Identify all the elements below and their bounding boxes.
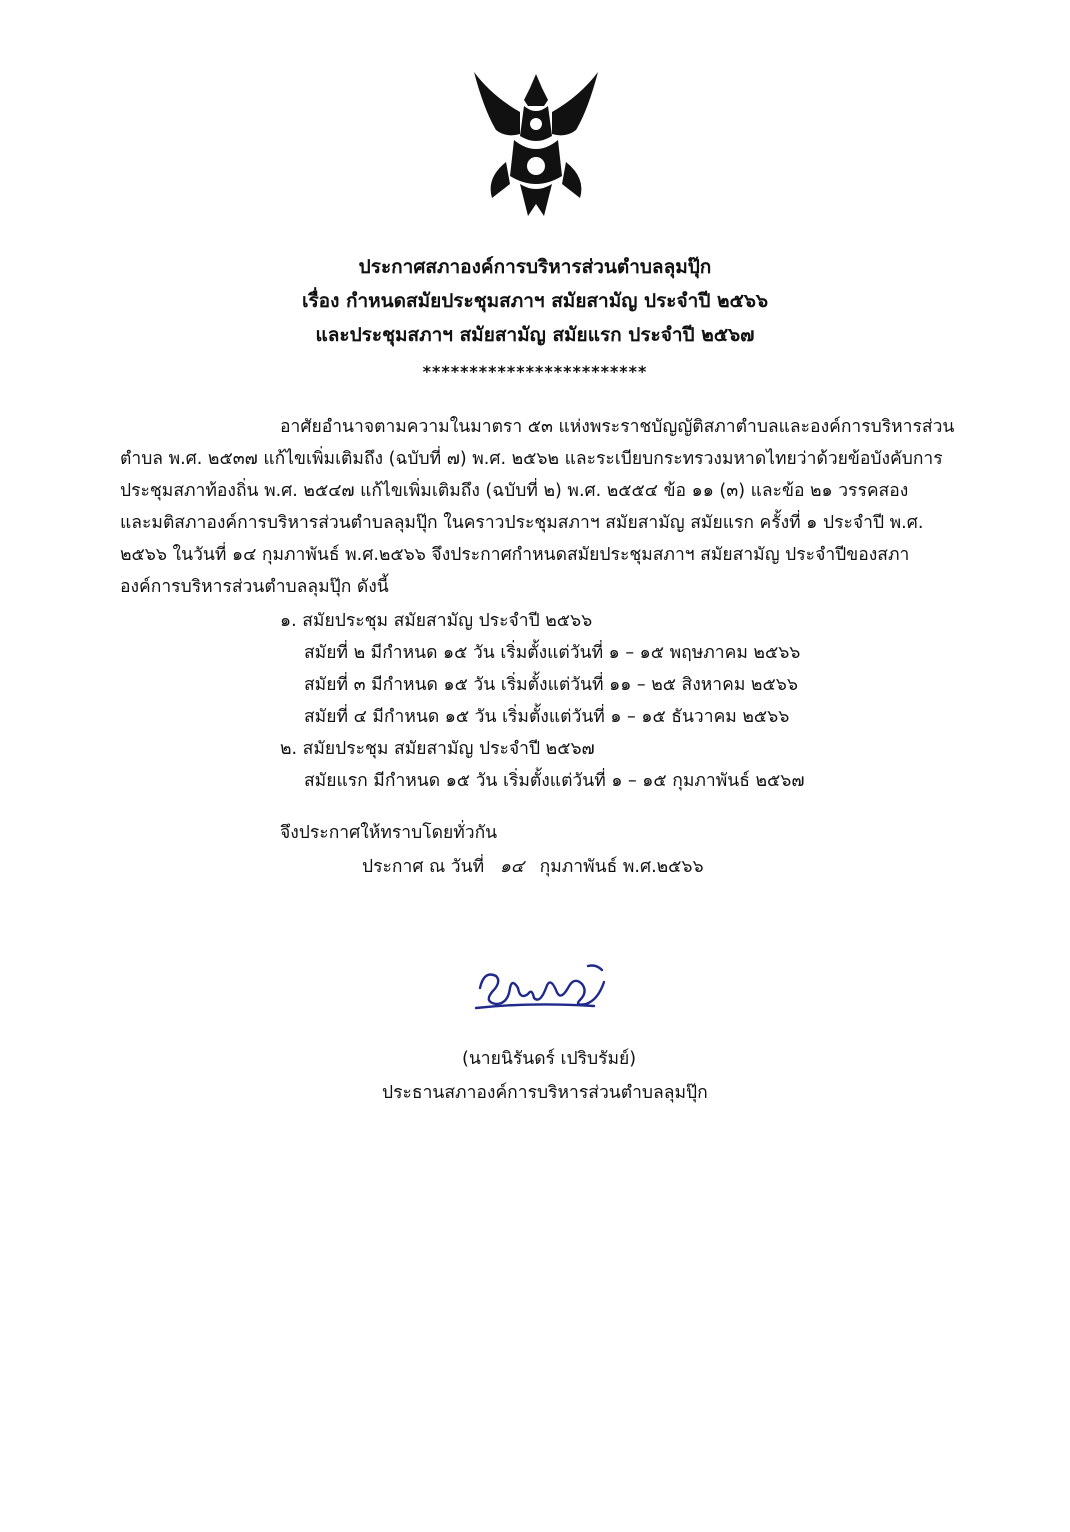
date-suffix: กุมภาพันธ์ พ.ศ.๒๕๖๖ (539, 857, 704, 877)
session-line: สมัยที่ ๓ มีกำหนด ๑๕ วัน เริ่มตั้งแต่วันที่ ๑๑ – ๒๕ สิงหาคม ๒๕๖๖ (304, 675, 798, 695)
session-line: สมัยที่ ๔ มีกำหนด ๑๕ วัน เริ่มตั้งแต่วันที่ ๑ – ๑๕ ธันวาคม ๒๕๖๖ (304, 707, 790, 727)
list-item-2567: ๒. สมัยประชุม สมัยสามัญ ประจำปี ๒๕๖๗ (280, 739, 595, 759)
body-line: ตำบล พ.ศ. ๒๕๓๗ แก้ไขเพิ่มเติมถึง (ฉบับที่ ๗) พ.ศ. ๒๕๖๒ และระเบียบกระทรวงมหาดไทยว่าด้วยข้อบังคับการ (120, 449, 943, 469)
announcement-subject-continued: และประชุมสภาฯ สมัยสามัญ สมัยแรก ประจำปี ๒๕๖๗ (315, 324, 755, 346)
title-separator: ************************ (422, 362, 648, 381)
signer-position: ประธานสภาองค์การบริหารส่วนตำบลลุมปุ๊ก (382, 1083, 708, 1103)
handwritten-signature (470, 958, 620, 1016)
announcement-subject: เรื่อง กำหนดสมัยประชุมสภาฯ สมัยสามัญ ประจำปี ๒๕๖๖ (301, 290, 769, 312)
session-line: สมัยที่ ๒ มีกำหนด ๑๕ วัน เริ่มตั้งแต่วันที่ ๑ – ๑๕ พฤษภาคม ๒๕๖๖ (304, 643, 801, 663)
announcement-title: ประกาศสภาองค์การบริหารส่วนตำบลลุมปุ๊ก (358, 256, 712, 278)
signer-name: (นายนิรันดร์ เปริบรัมย์) (462, 1049, 637, 1069)
body-line: องค์การบริหารส่วนตำบลลุมปุ๊ก ดังนี้ (120, 577, 389, 597)
garuda-emblem-icon (466, 66, 606, 226)
body-line: ประชุมสภาท้องถิ่น พ.ศ. ๒๕๔๗ แก้ไขเพิ่มเติมถึง (ฉบับที่ ๒) พ.ศ. ๒๕๕๔ ข้อ ๑๑ (๓) และข้อ ๒๑ วรรคสอง (120, 481, 909, 501)
body-line: และมติสภาองค์การบริหารส่วนตำบลลุมปุ๊ก ในคราวประชุมสภาฯ สมัยสามัญ สมัยแรก ครั้งที่ ๑ ประจำปี พ.ศ. (120, 513, 924, 533)
list-item-2566: ๑. สมัยประชุม สมัยสามัญ ประจำปี ๒๕๖๖ (280, 611, 593, 631)
body-line: อาศัยอำนาจตามความในมาตรา ๕๓ แห่งพระราชบัญญัติสภาตำบลและองค์การบริหารส่วน (280, 417, 955, 437)
announce-date (362, 852, 704, 880)
announce-line: จึงประกาศให้ทราบโดยทั่วกัน (280, 823, 498, 843)
body-line: ๒๕๖๖ ในวันที่ ๑๔ กุมภาพันธ์ พ.ศ.๒๕๖๖ จึงประกาศกำหนดสมัยประชุมสภาฯ สมัยสามัญ ประจำปีของสภา (120, 545, 910, 565)
session-line: สมัยแรก มีกำหนด ๑๕ วัน เริ่มตั้งแต่วันที่ ๑ – ๑๕ กุมภาพันธ์ ๒๕๖๗ (304, 771, 805, 791)
date-day: ๑๔ (499, 857, 525, 877)
date-prefix: ประกาศ ณ วันที่ (362, 857, 485, 877)
